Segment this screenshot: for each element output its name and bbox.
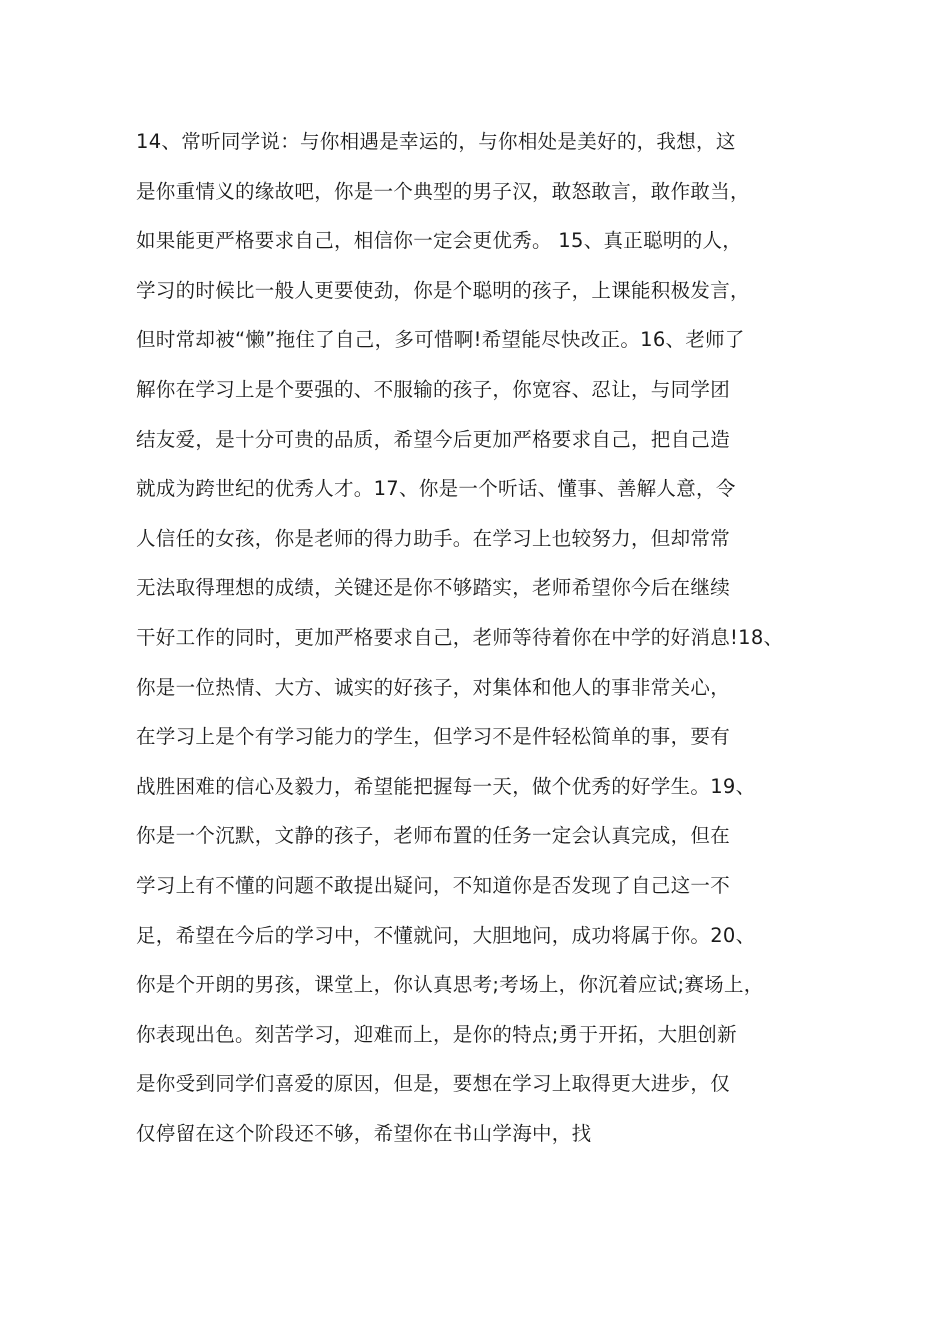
text-line: 14、常听同学说：与你相遇是幸运的，与你相处是美好的，我想，这 (136, 130, 736, 153)
text-line: 是你重情义的缘故吧，你是一个典型的男子汉，敢怒敢言，敢作敢当， (136, 179, 750, 203)
text-line: 你是个开朗的男孩，课堂上，你认真思考;考场上，你沉着应试;赛场上， (136, 973, 764, 997)
text-line: 无法取得理想的成绩，关键还是你不够踏实，老师希望你今后在继续 (136, 576, 731, 600)
text-line: 学习上有不懂的问题不敢提出疑问，不知道你是否发现了自己这一不 (136, 873, 731, 897)
text-line: 就成为跨世纪的优秀人才。17、你是一个听话、懂事、善解人意，令 (136, 477, 736, 501)
text-line: 结友爱，是十分可贵的品质，希望今后更加严格要求自己，把自己造 (136, 427, 731, 451)
text-line: 人信任的女孩，你是老师的得力助手。在学习上也较努力，但却常常 (136, 526, 731, 550)
text-line: 你表现出色。刻苦学习，迎难而上，是你的特点;勇于开拓，大胆创新 (136, 1022, 737, 1046)
body-text (136, 122, 836, 1163)
text-line: 你是一个沉默，文静的孩子，老师布置的任务一定会认真完成，但在 (136, 824, 731, 848)
text-line: 战胜困难的信心及毅力，希望能把握每一天，做个优秀的好学生。19、 (136, 774, 756, 798)
text-line: 是你受到同学们喜爱的原因，但是，要想在学习上取得更大进步，仅 (136, 1072, 731, 1096)
text-line: 解你在学习上是个要强的、不服输的孩子，你宽容、忍让，与同学团 (136, 377, 731, 401)
text-line: 仅停留在这个阶段还不够，希望你在书山学海中，找 (136, 1121, 592, 1145)
text-line: 但时常却被“懒”拖住了自己，多可惜啊!希望能尽快改正。16、老师了 (136, 328, 745, 352)
text-line: 学习的时候比一般人更要使劲，你是个聪明的孩子，上课能积极发言， (136, 278, 750, 302)
text-line: 在学习上是个有学习能力的学生，但学习不是件轻松简单的事，要有 (136, 725, 731, 749)
text-line: 干好工作的同时，更加严格要求自己，老师等待着你在中学的好消息!18、 (136, 625, 784, 649)
text-line: 你是一位热情、大方、诚实的好孩子，对集体和他人的事非常关心， (136, 675, 731, 699)
text-line: 如果能更严格要求自己，相信你一定会更优秀。 15、真正聪明的人， (136, 229, 743, 253)
text-line: 足，希望在今后的学习中，不懂就问，大胆地问，成功将属于你。20、 (136, 923, 756, 947)
